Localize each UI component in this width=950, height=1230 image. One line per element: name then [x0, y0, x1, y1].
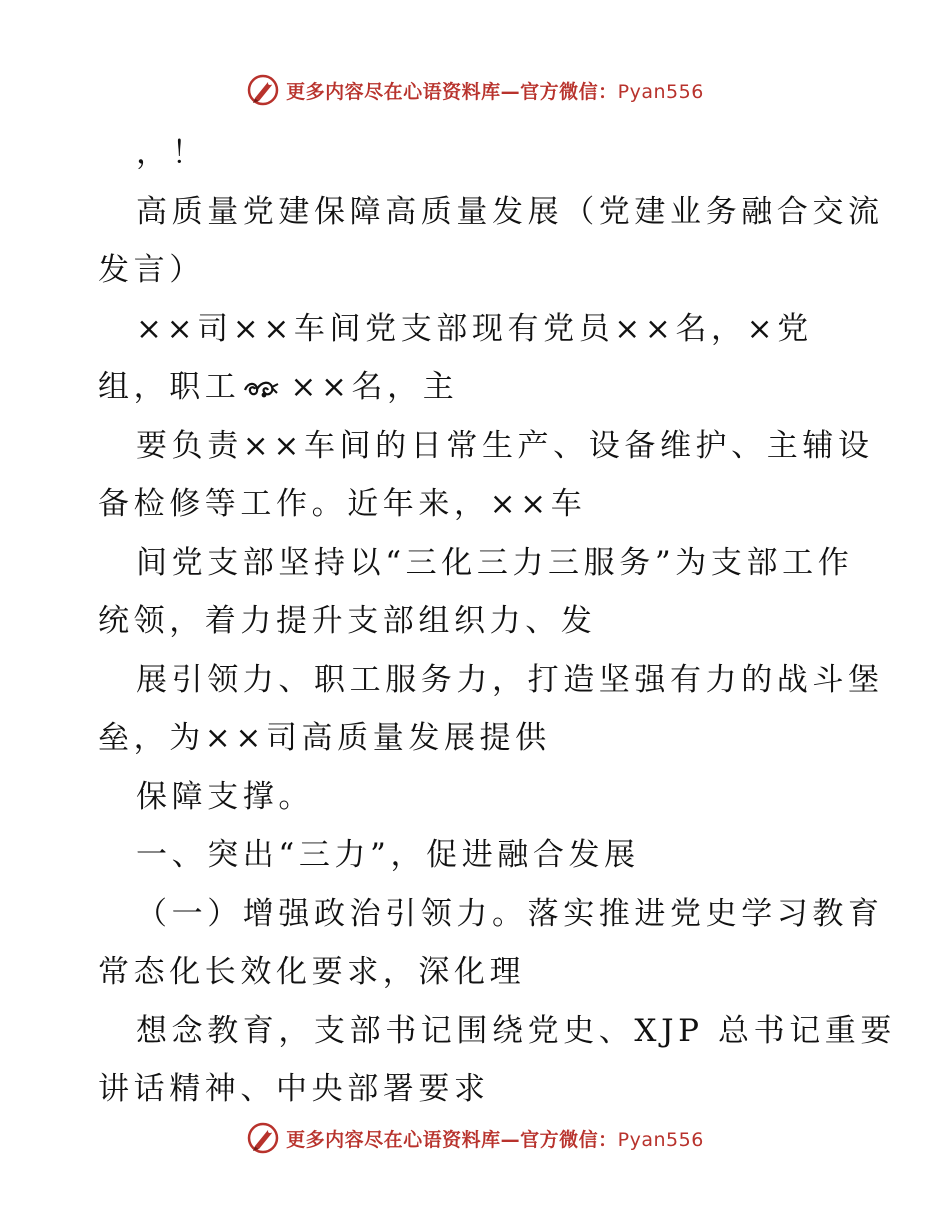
paragraph-line: ××司××车间党支部现有党员××名，×党	[136, 310, 813, 347]
paragraph-line: 想念教育，支部书记围绕党史、XJP 总书记重要	[136, 1012, 897, 1049]
pen-logo-icon	[246, 73, 280, 107]
paragraph-line: 组，职工 ××名，主	[98, 369, 459, 405]
document-title-line-1: 高质量党建保障高质量发展（党建业务融合交流	[136, 193, 884, 230]
watermark-text: 更多内容尽在心语资料库—官方微信：Pyan556	[286, 1128, 704, 1151]
section-heading: 一、突出“三力”，促进融合发展	[136, 837, 640, 873]
paragraph-line: 要负责××车间的日常生产、设备维护、主辅设	[136, 427, 874, 464]
paragraph-line: 讲话精神、中央部署要求	[98, 1071, 490, 1107]
pen-logo-icon	[246, 1121, 280, 1155]
watermark-text: 更多内容尽在心语资料库—官方微信：Pyan556	[286, 80, 704, 103]
paragraph-line: 常态化长效化要求，深化理	[98, 954, 526, 990]
paragraph-line: ，！	[136, 135, 208, 171]
paragraph-line: （一）增强政治引领力。落实推进党史学习教育	[136, 895, 884, 932]
paragraph-line: 备检修等工作。近年来，××车	[98, 486, 587, 522]
paragraph-line: 保障支撑。	[136, 778, 314, 815]
paragraph-line: 垒，为××司高质量发展提供	[98, 720, 551, 756]
watermark-banner-top	[0, 70, 950, 110]
paragraph-line: 间党支部坚持以“三化三力三服务”为支部工作	[136, 544, 854, 581]
flourish-ornament-icon	[242, 378, 280, 400]
paragraph-line: 统领，着力提升支部组织力、发	[98, 603, 597, 639]
paragraph-line: 展引领力、职工服务力，打造坚强有力的战斗堡	[136, 661, 884, 698]
document-body	[98, 124, 897, 1119]
document-title-line-2: 发言）	[98, 252, 205, 288]
watermark-banner-bottom	[0, 1118, 950, 1158]
